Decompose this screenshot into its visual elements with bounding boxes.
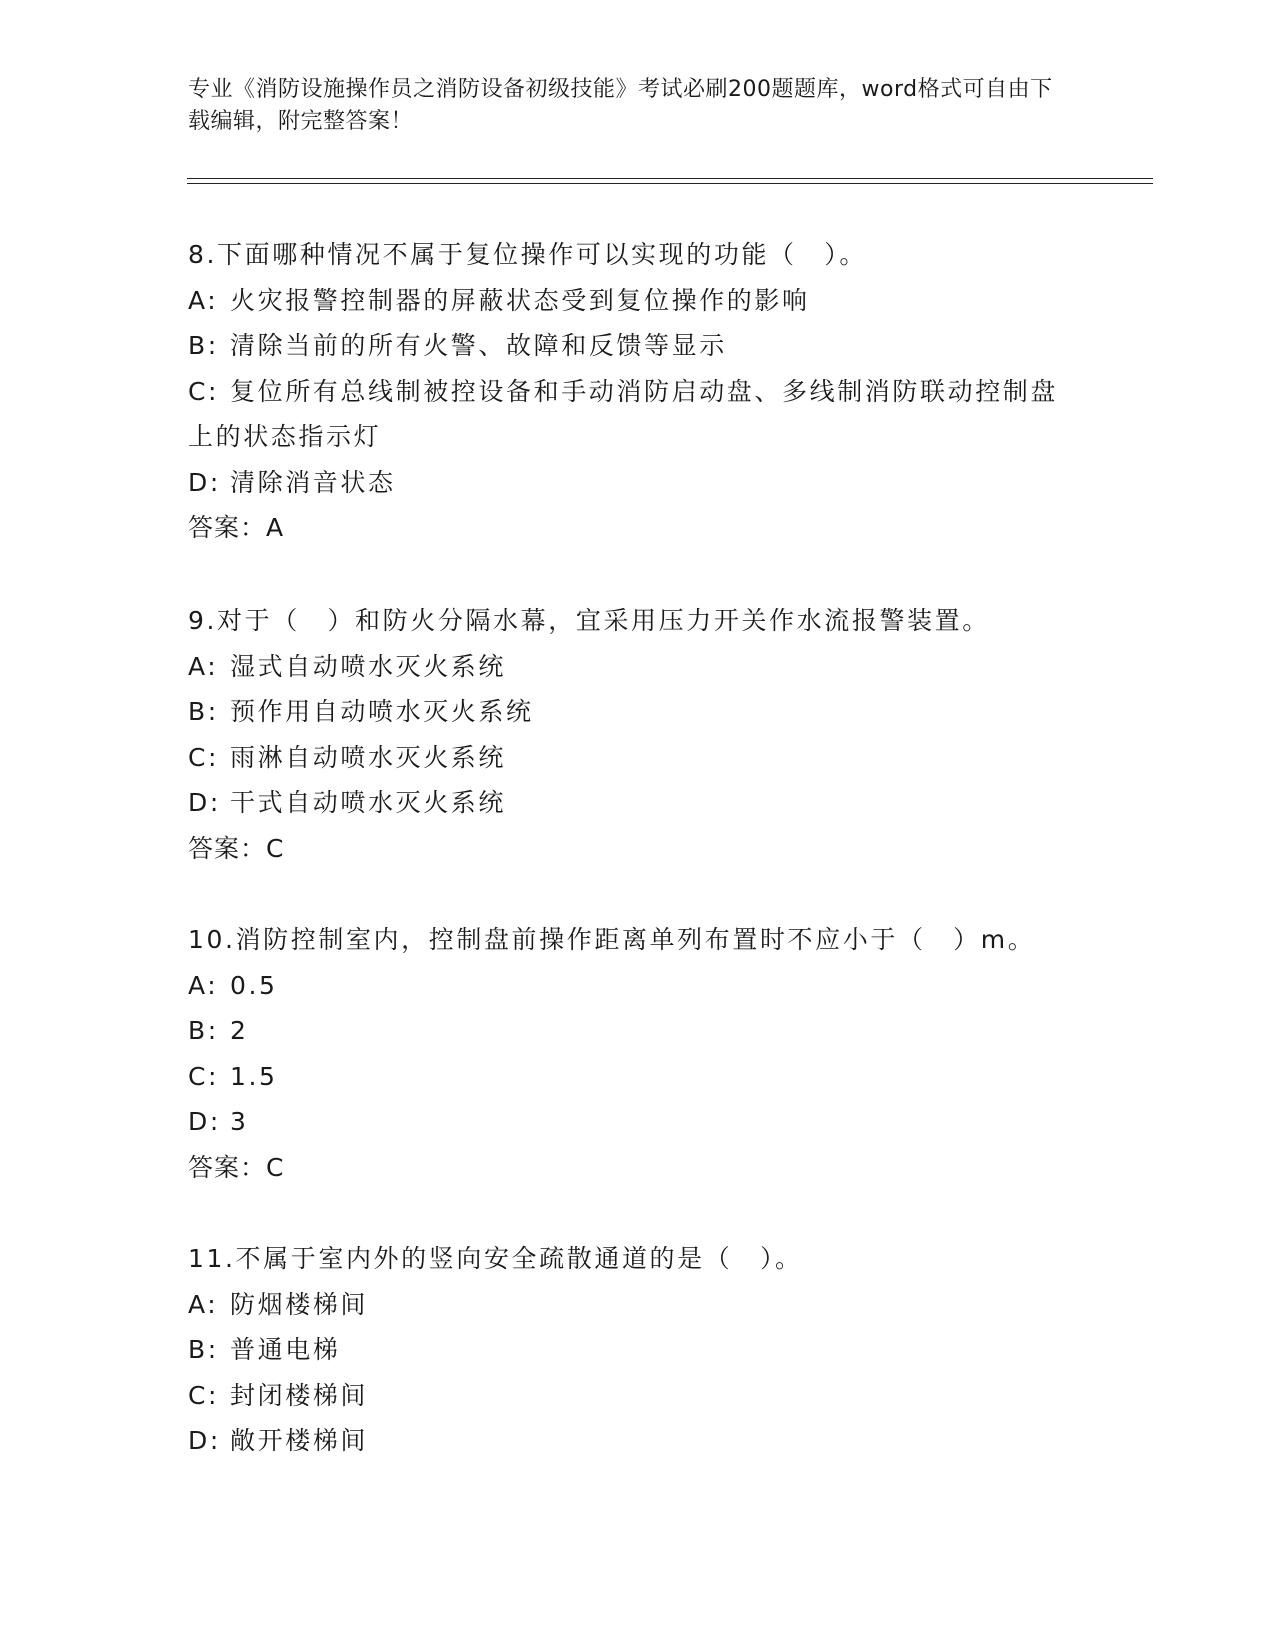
header-divider-bottom [187, 183, 1153, 184]
option-b: B: 预作用自动喷水灭火系统 [188, 697, 534, 726]
option-d: D: 3 [188, 1107, 249, 1136]
question-11 [188, 1236, 1088, 1464]
option-c: C: 1.5 [188, 1061, 278, 1091]
option-a: A: 火灾报警控制器的屏蔽状态受到复位操作的影响 [188, 285, 810, 315]
option-b: B: 2 [188, 1016, 249, 1045]
document-header: 专业《消防设施操作员之消防设备初级技能》考试必刷200题题库，word格式可自由下载编辑，附完整答案！ [188, 77, 1053, 134]
question-stem: 10.消防控制室内，控制盘前操作距离单列布置时不应小于（ ）m。 [188, 925, 1036, 954]
answer: 答案：C [188, 1152, 285, 1182]
question-stem: 9.对于（ ）和防火分隔水幕，宜采用压力开关作水流报警装置。 [188, 606, 990, 635]
option-a: A: 0.5 [188, 970, 278, 1000]
question-stem: 11.不属于室内外的竖向安全疏散通道的是（ ）。 [188, 1244, 803, 1273]
question-10 [188, 917, 1088, 1190]
option-b: B: 清除当前的所有火警、故障和反馈等显示 [188, 331, 727, 360]
answer: 答案：C [188, 833, 285, 863]
question-stem: 8.下面哪种情况不属于复位操作可以实现的功能（ ）。 [188, 240, 867, 269]
option-b: B: 普通电梯 [188, 1335, 341, 1364]
answer: 答案：A [188, 513, 285, 542]
option-d: D: 敞开楼梯间 [188, 1426, 369, 1455]
option-a: A: 湿式自动喷水灭火系统 [188, 651, 507, 681]
header-divider-top [187, 178, 1153, 179]
option-d: D: 干式自动喷水灭火系统 [188, 788, 507, 817]
option-a: A: 防烟楼梯间 [188, 1289, 369, 1319]
question-8 [188, 232, 1088, 551]
question-9 [188, 598, 1088, 871]
option-c: C: 雨淋自动喷水灭火系统 [188, 742, 507, 772]
option-c: C: 复位所有总线制被控设备和手动消防启动盘、多线制消防联动控制盘上的状态指示灯 [188, 376, 1059, 451]
option-c: C: 封闭楼梯间 [188, 1380, 369, 1410]
option-d: D: 清除消音状态 [188, 467, 396, 497]
